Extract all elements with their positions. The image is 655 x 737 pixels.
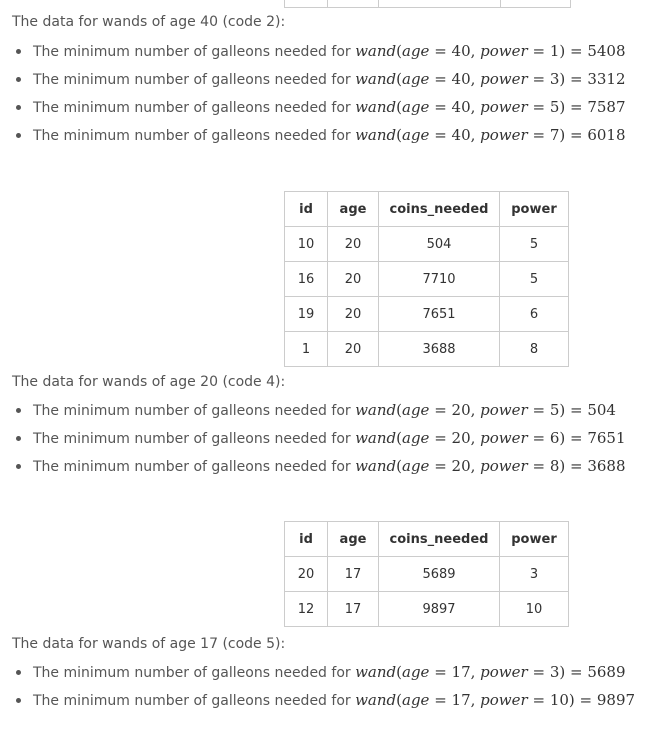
- age-value: 17: [451, 691, 471, 709]
- power-value: 5: [549, 98, 560, 116]
- wand-formula: wand(age = 40, power = 1) = 5408: [355, 42, 626, 60]
- age-value: 17: [451, 663, 471, 681]
- age-value: 20: [451, 429, 471, 447]
- bullet-list: [0, 396, 626, 480]
- table-cell: 12: [285, 592, 328, 627]
- table-cell: 20: [285, 557, 328, 592]
- list-item: [0, 396, 626, 424]
- table-cell: 3688: [379, 332, 500, 367]
- section-caption: The data for wands of age 17 (code 5):: [12, 636, 286, 652]
- wands-table: [284, 521, 569, 627]
- wand-formula: wand(age = 40, power = 3) = 3312: [355, 70, 626, 88]
- power-value: 1: [549, 42, 560, 60]
- power-value: 7: [549, 126, 560, 144]
- wand-formula: wand(age = 20, power = 6) = 7651: [355, 429, 626, 447]
- column-header: age: [328, 192, 379, 227]
- table-cell: 10: [500, 592, 569, 627]
- power-value: 3: [549, 663, 560, 681]
- table-cell: 7710: [379, 262, 500, 297]
- previous-table-bottom: [284, 0, 571, 8]
- table-cell: 19: [285, 297, 328, 332]
- result-value: 7651: [587, 429, 626, 447]
- column-header: coins_needed: [379, 192, 500, 227]
- result-value: 7587: [587, 98, 626, 116]
- power-value: 8: [549, 457, 560, 475]
- table-cell: 20: [328, 262, 379, 297]
- bullet-text: The minimum number of galleons needed for: [33, 665, 351, 681]
- age-value: 20: [451, 457, 471, 475]
- result-value: 6018: [587, 126, 626, 144]
- list-item: [0, 121, 626, 149]
- column-header: age: [328, 522, 379, 557]
- wand-formula: wand(age = 20, power = 5) = 504: [355, 401, 616, 419]
- table-cell: 17: [328, 557, 379, 592]
- table-row: [285, 332, 569, 367]
- table-cell: 20: [328, 332, 379, 367]
- result-value: 5689: [587, 663, 626, 681]
- table-cell: 6: [500, 297, 569, 332]
- wand-formula: wand(age = 40, power = 5) = 7587: [355, 98, 626, 116]
- age-value: 20: [451, 401, 471, 419]
- column-header: power: [500, 192, 569, 227]
- wand-formula: wand(age = 17, power = 3) = 5689: [355, 663, 626, 681]
- power-value: 5: [549, 401, 560, 419]
- table-cell: 10: [285, 227, 328, 262]
- result-value: 504: [587, 401, 616, 419]
- wands-table: [284, 191, 569, 367]
- age-value: 40: [451, 98, 471, 116]
- bullet-text: The minimum number of galleons needed for: [33, 128, 351, 144]
- bullet-text: The minimum number of galleons needed for: [33, 431, 351, 447]
- section-caption: The data for wands of age 40 (code 2):: [12, 14, 286, 30]
- result-value: 3688: [587, 457, 626, 475]
- list-item: [0, 452, 626, 480]
- table-row: [285, 297, 569, 332]
- bullet-text: The minimum number of galleons needed for: [33, 693, 351, 709]
- table-row: [285, 227, 569, 262]
- table-header-row: [285, 192, 569, 227]
- list-item: [0, 686, 635, 714]
- wand-formula: wand(age = 17, power = 10) = 9897: [355, 691, 636, 709]
- list-item: [0, 424, 626, 452]
- list-item: [0, 93, 626, 121]
- table-row: [285, 557, 569, 592]
- bullet-list: [0, 658, 635, 714]
- table-cell: 7651: [379, 297, 500, 332]
- age-value: 40: [451, 70, 471, 88]
- column-header: power: [500, 522, 569, 557]
- bullet-text: The minimum number of galleons needed for: [33, 403, 351, 419]
- list-item: [0, 65, 626, 93]
- age-value: 40: [451, 126, 471, 144]
- table-row: [285, 262, 569, 297]
- result-value: 5408: [587, 42, 626, 60]
- result-value: 9897: [596, 691, 636, 709]
- table-cell: 16: [285, 262, 328, 297]
- table-header-row: [285, 522, 569, 557]
- power-value: 10: [549, 691, 569, 709]
- result-value: 3312: [587, 70, 626, 88]
- table-cell: 8: [500, 332, 569, 367]
- bullet-text: The minimum number of galleons needed for: [33, 44, 351, 60]
- column-header: id: [285, 522, 328, 557]
- table-cell: 504: [379, 227, 500, 262]
- bullet-text: The minimum number of galleons needed for: [33, 459, 351, 475]
- bullet-list: [0, 37, 626, 149]
- column-header: id: [285, 192, 328, 227]
- table-row: [285, 592, 569, 627]
- wand-formula: wand(age = 40, power = 7) = 6018: [355, 126, 626, 144]
- power-value: 6: [549, 429, 560, 447]
- table-cell: 20: [328, 227, 379, 262]
- table-cell: 20: [328, 297, 379, 332]
- table-cell: 5689: [379, 557, 500, 592]
- bullet-text: The minimum number of galleons needed for: [33, 100, 351, 116]
- power-value: 3: [549, 70, 560, 88]
- table-cell: 5: [500, 227, 569, 262]
- column-header: coins_needed: [379, 522, 500, 557]
- list-item: [0, 37, 626, 65]
- table-cell: 9897: [379, 592, 500, 627]
- table-cell: 1: [285, 332, 328, 367]
- age-value: 40: [451, 42, 471, 60]
- list-item: [0, 658, 635, 686]
- table-cell: 5: [500, 262, 569, 297]
- wand-formula: wand(age = 20, power = 8) = 3688: [355, 457, 626, 475]
- section-caption: The data for wands of age 20 (code 4):: [12, 374, 286, 390]
- table-cell: 3: [500, 557, 569, 592]
- table-cell: 17: [328, 592, 379, 627]
- bullet-text: The minimum number of galleons needed for: [33, 72, 351, 88]
